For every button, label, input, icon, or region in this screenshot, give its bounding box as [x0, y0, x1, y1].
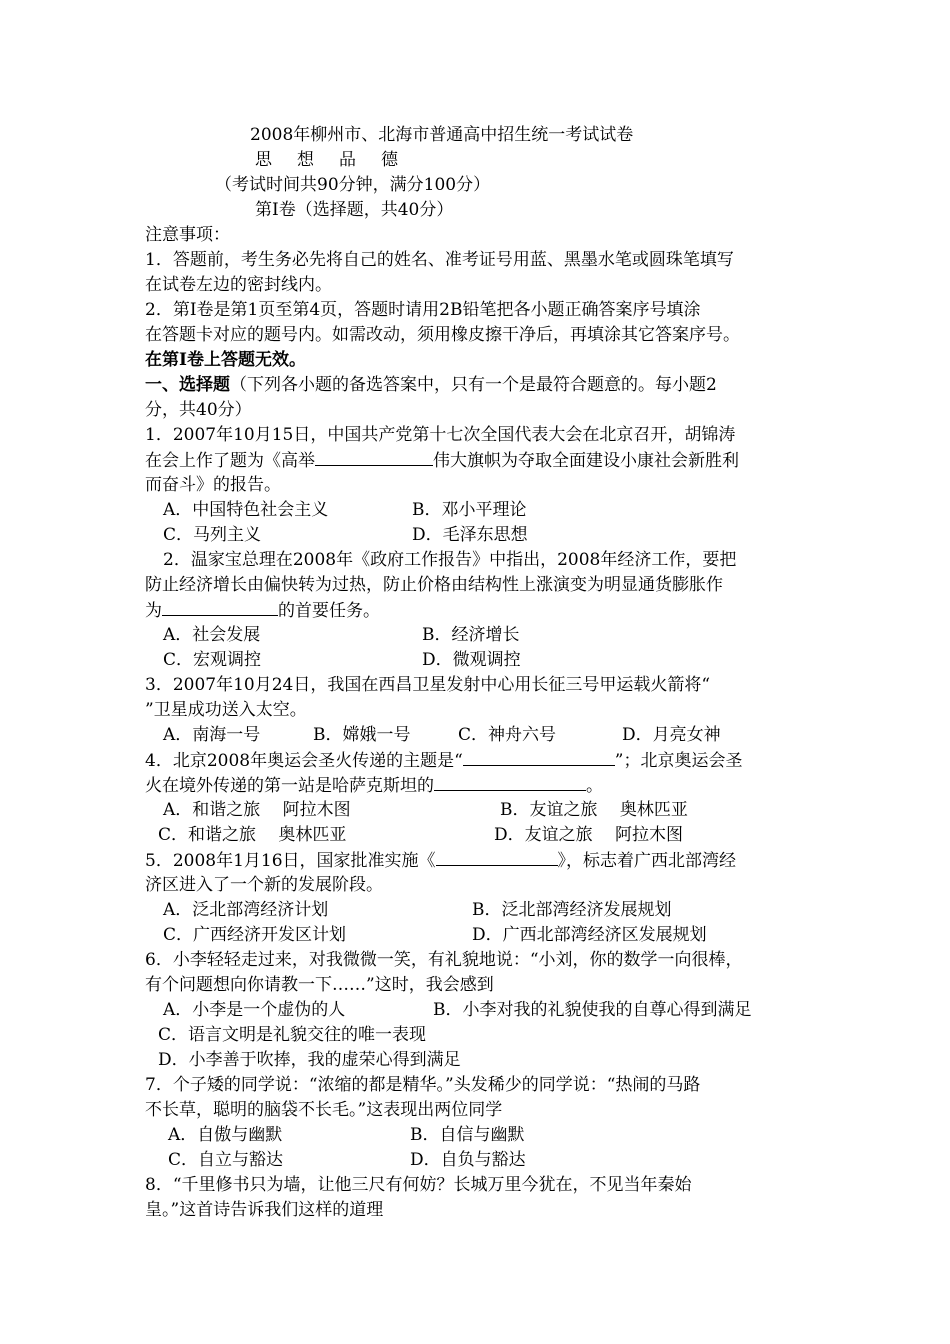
option-c: C．马列主义: [163, 525, 262, 545]
option-a: A．社会发展: [163, 625, 261, 645]
question-4-line-1: [145, 748, 742, 774]
question-6-line-1: 6．小李轻轻走过来，对我微微一笑，有礼貌地说：“小刘，你的数学一向很棒，: [145, 950, 743, 970]
question-4-line-2: [145, 773, 603, 799]
option-a: A．南海一号: [163, 725, 261, 745]
section-desc: （下列各小题的备选答案中，只有一个是最符合题意的。每小题2: [230, 375, 717, 395]
question-8-line-2: 皇。”这首诗告诉我们这样的道理: [145, 1200, 384, 1220]
exam-title: 2008年柳州市、北海市普通高中招生统一考试试卷: [250, 125, 634, 145]
section-title: 一、选择题: [145, 375, 230, 395]
option-c: C．自立与豁达: [168, 1150, 284, 1170]
option-d: D．广西北部湾经济区发展规划: [472, 925, 707, 945]
option-a: A．泛北部湾经济计划: [163, 900, 329, 920]
option-c: C．神舟六号: [458, 725, 557, 745]
option-b: B．泛北部湾经济发展规划: [472, 900, 672, 920]
question-8-line-1: 8．“千里修书只为墙，让他三尺有何妨？长城万里今犹在，不见当年秦始: [145, 1175, 692, 1195]
question-2-line-3: [145, 598, 380, 624]
question-1-text-b: 伟大旗帜为夺取全面建设小康社会新胜利: [433, 451, 739, 471]
section-desc-line-2: 分，共40分）: [145, 400, 252, 420]
question-1-line-3: 而奋斗》的报告。: [145, 475, 281, 495]
option-c: C．和谐之旅 奥林匹亚: [158, 825, 347, 845]
option-a: A．自傲与幽默: [168, 1125, 283, 1145]
answer-blank: [315, 448, 433, 466]
question-1-text-a: 在会上作了题为《高举: [145, 451, 315, 471]
question-4-text-c: 火在境外传递的第一站是哈萨克斯坦的: [145, 776, 434, 796]
option-b: B．经济增长: [422, 625, 520, 645]
question-5-line-1: [145, 848, 736, 874]
notice-item-2-line-1: 2．第Ⅰ卷是第1页至第4页，答题时请用2B铅笔把各小题正确答案序号填涂: [145, 300, 701, 320]
option-a: A．小李是一个虚伪的人: [163, 1000, 346, 1020]
question-4-text-d: 。: [586, 776, 603, 796]
notice-item-1-line-2: 在试卷左边的密封线内。: [145, 275, 332, 295]
question-2-line-1: 2．温家宝总理在2008年《政府工作报告》中指出，2008年经济工作，要把: [163, 550, 737, 570]
notice-warning: 在第Ⅰ卷上答题无效。: [145, 350, 306, 370]
option-d: D．月亮女神: [622, 725, 721, 745]
question-2-text-a: 为: [145, 601, 162, 621]
answer-blank: [434, 773, 586, 791]
option-d: D．自负与豁达: [410, 1150, 526, 1170]
option-c: C．宏观调控: [163, 650, 262, 670]
option-c: C．语言文明是礼貌交往的唯一表现: [158, 1025, 427, 1045]
option-d: D．友谊之旅 阿拉木图: [494, 825, 684, 845]
option-d: D．毛泽东思想: [412, 525, 528, 545]
option-d: D．微观调控: [422, 650, 521, 670]
option-b: B．邓小平理论: [412, 500, 527, 520]
question-4-text-b: ”；北京奥运会圣: [614, 751, 743, 771]
option-a: A．中国特色社会主义: [163, 500, 329, 520]
option-a: A．和谐之旅 阿拉木图: [163, 800, 351, 820]
notice-item-1-line-1: 1．答题前，考生务必先将自己的姓名、准考证号用蓝、黑墨水笔或圆珠笔填写: [145, 250, 734, 270]
option-b: B．友谊之旅 奥林匹亚: [500, 800, 688, 820]
section-header: [145, 373, 717, 398]
question-4-text-a: 4．北京2008年奥运会圣火传递的主题是“: [145, 751, 463, 771]
option-b: B．小李对我的礼貌使我的自尊心得到满足: [433, 1000, 752, 1020]
option-b: B．嫦娥一号: [313, 725, 411, 745]
question-2-text-b: 的首要任务。: [278, 601, 380, 621]
question-2-line-2: 防止经济增长由偏快转为过热，防止价格由结构性上涨演变为明显通货膨胀作: [145, 575, 723, 595]
notice-heading: 注意事项：: [145, 225, 230, 245]
option-d: D．小李善于吹捧，我的虚荣心得到满足: [158, 1050, 461, 1070]
question-1-line-1: 1．2007年10月15日，中国共产党第十七次全国代表大会在北京召开，胡锦涛: [145, 425, 736, 445]
answer-blank: [162, 598, 278, 616]
notice-item-2-line-2: 在答题卡对应的题号内。如需改动，须用橡皮擦干净后，再填涂其它答案序号。: [145, 325, 740, 345]
answer-blank: [463, 748, 615, 766]
question-7-line-1: 7．个子矮的同学说：“浓缩的都是精华。”头发稀少的同学说：“热闹的马路: [145, 1075, 701, 1095]
question-3-line-1: 3．2007年10月24日，我国在西昌卫星发射中心用长征三号甲运载火箭将“: [145, 675, 711, 695]
question-6-line-2: 有个问题想向你请教一下……”这时，我会感到: [145, 975, 494, 995]
time-note: （考试时间共90分钟，满分100分）: [215, 175, 491, 195]
option-c: C．广西经济开发区计划: [163, 925, 347, 945]
answer-blank: [436, 848, 558, 866]
question-5-line-2: 济区进入了一个新的发展阶段。: [145, 875, 383, 895]
question-3-line-2: ”卫星成功送入太空。: [145, 700, 307, 720]
option-b: B．自信与幽默: [410, 1125, 525, 1145]
question-5-text-a: 5．2008年1月16日，国家批准实施《: [145, 851, 436, 871]
question-5-text-b: 》，标志着广西北部湾经: [557, 851, 737, 871]
subject-title: 思 想 品 德: [255, 150, 402, 170]
part-title: 第Ⅰ卷（选择题，共40分）: [255, 200, 454, 220]
question-1-line-2: [145, 448, 739, 474]
question-7-line-2: 不长草，聪明的脑袋不长毛。”这表现出两位同学: [145, 1100, 503, 1120]
